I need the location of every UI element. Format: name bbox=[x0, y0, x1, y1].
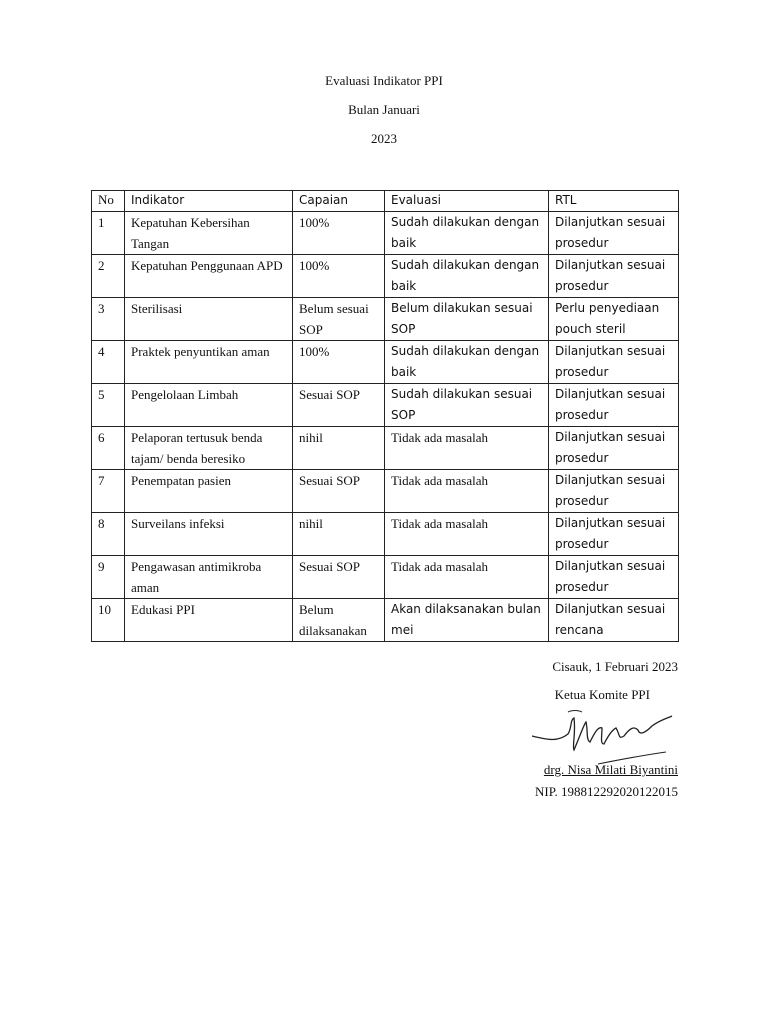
cell-evaluasi: Akan dilaksanakan bulan mei bbox=[385, 599, 549, 642]
cell-indikator: Pengawasan antimikroba aman bbox=[125, 556, 293, 599]
cell-evaluasi: Tidak ada masalah bbox=[385, 470, 549, 513]
table-row bbox=[92, 470, 679, 513]
cell-rtl: Dilanjutkan sesuai prosedur bbox=[549, 470, 679, 513]
signer-nip: NIP. 198812292020122015 bbox=[534, 784, 678, 799]
cell-no: 2 bbox=[92, 255, 125, 298]
cell-rtl: Dilanjutkan sesuai prosedur bbox=[549, 255, 679, 298]
cell-capaian: Belum sesuai SOP bbox=[293, 298, 385, 341]
cell-capaian: 100% bbox=[293, 341, 385, 384]
cell-capaian: nihil bbox=[293, 513, 385, 556]
column-header-evaluasi: Evaluasi bbox=[385, 191, 549, 212]
cell-rtl: Dilanjutkan sesuai prosedur bbox=[549, 513, 679, 556]
table-row bbox=[92, 513, 679, 556]
handwritten-signature bbox=[528, 706, 676, 766]
cell-no: 1 bbox=[92, 212, 125, 255]
cell-indikator: Edukasi PPI bbox=[125, 599, 293, 642]
cell-capaian: 100% bbox=[293, 212, 385, 255]
table-header-row bbox=[92, 191, 679, 212]
table-row bbox=[92, 427, 679, 470]
cell-rtl: Dilanjutkan sesuai prosedur bbox=[549, 384, 679, 427]
cell-rtl: Perlu penyediaan pouch steril bbox=[549, 298, 679, 341]
signer-position: Ketua Komite PPI bbox=[554, 687, 650, 702]
cell-no: 7 bbox=[92, 470, 125, 513]
cell-evaluasi: Belum dilakukan sesuai SOP bbox=[385, 298, 549, 341]
evaluation-table bbox=[91, 190, 679, 642]
document-month: Bulan Januari bbox=[348, 102, 420, 117]
table-body bbox=[92, 212, 679, 642]
cell-evaluasi: Tidak ada masalah bbox=[385, 556, 549, 599]
cell-evaluasi: Tidak ada masalah bbox=[385, 513, 549, 556]
cell-rtl: Dilanjutkan sesuai prosedur bbox=[549, 427, 679, 470]
table-row bbox=[92, 341, 679, 384]
cell-evaluasi: Sudah dilakukan dengan baik bbox=[385, 341, 549, 384]
table-row bbox=[92, 556, 679, 599]
cell-indikator: Kepatuhan Penggunaan APD bbox=[125, 255, 293, 298]
cell-rtl: Dilanjutkan sesuai prosedur bbox=[549, 341, 679, 384]
column-header-capaian: Capaian bbox=[293, 191, 385, 212]
cell-no: 4 bbox=[92, 341, 125, 384]
cell-evaluasi: Tidak ada masalah bbox=[385, 427, 549, 470]
cell-no: 8 bbox=[92, 513, 125, 556]
cell-no: 5 bbox=[92, 384, 125, 427]
column-header-rtl: RTL bbox=[549, 191, 679, 212]
cell-indikator: Surveilans infeksi bbox=[125, 513, 293, 556]
cell-no: 10 bbox=[92, 599, 125, 642]
table-row bbox=[92, 255, 679, 298]
cell-no: 9 bbox=[92, 556, 125, 599]
table-row bbox=[92, 599, 679, 642]
cell-rtl: Dilanjutkan sesuai rencana bbox=[549, 599, 679, 642]
place-date: Cisauk, 1 Februari 2023 bbox=[552, 659, 678, 674]
cell-capaian: Belum dilaksanakan bbox=[293, 599, 385, 642]
table-row bbox=[92, 298, 679, 341]
document-year: 2023 bbox=[371, 131, 397, 146]
cell-rtl: Dilanjutkan sesuai prosedur bbox=[549, 556, 679, 599]
document-title: Evaluasi Indikator PPI bbox=[325, 73, 443, 88]
cell-evaluasi: Sudah dilakukan sesuai SOP bbox=[385, 384, 549, 427]
cell-capaian: Sesuai SOP bbox=[293, 384, 385, 427]
cell-indikator: Pengelolaan Limbah bbox=[125, 384, 293, 427]
cell-indikator: Sterilisasi bbox=[125, 298, 293, 341]
column-header-indikator: Indikator bbox=[125, 191, 293, 212]
column-header-no: No bbox=[92, 191, 125, 212]
cell-indikator: Praktek penyuntikan aman bbox=[125, 341, 293, 384]
cell-capaian: nihil bbox=[293, 427, 385, 470]
table-row bbox=[92, 384, 679, 427]
cell-capaian: Sesuai SOP bbox=[293, 470, 385, 513]
cell-capaian: Sesuai SOP bbox=[293, 556, 385, 599]
table-row bbox=[92, 212, 679, 255]
cell-indikator: Kepatuhan Kebersihan Tangan bbox=[125, 212, 293, 255]
signer-name: drg. Nisa Milati Biyantini bbox=[543, 762, 678, 777]
cell-evaluasi: Sudah dilakukan dengan baik bbox=[385, 212, 549, 255]
cell-no: 3 bbox=[92, 298, 125, 341]
cell-indikator: Pelaporan tertusuk benda tajam/ benda beresiko bbox=[125, 427, 293, 470]
cell-indikator: Penempatan pasien bbox=[125, 470, 293, 513]
cell-rtl: Dilanjutkan sesuai prosedur bbox=[549, 212, 679, 255]
cell-evaluasi: Sudah dilakukan dengan baik bbox=[385, 255, 549, 298]
cell-capaian: 100% bbox=[293, 255, 385, 298]
cell-no: 6 bbox=[92, 427, 125, 470]
